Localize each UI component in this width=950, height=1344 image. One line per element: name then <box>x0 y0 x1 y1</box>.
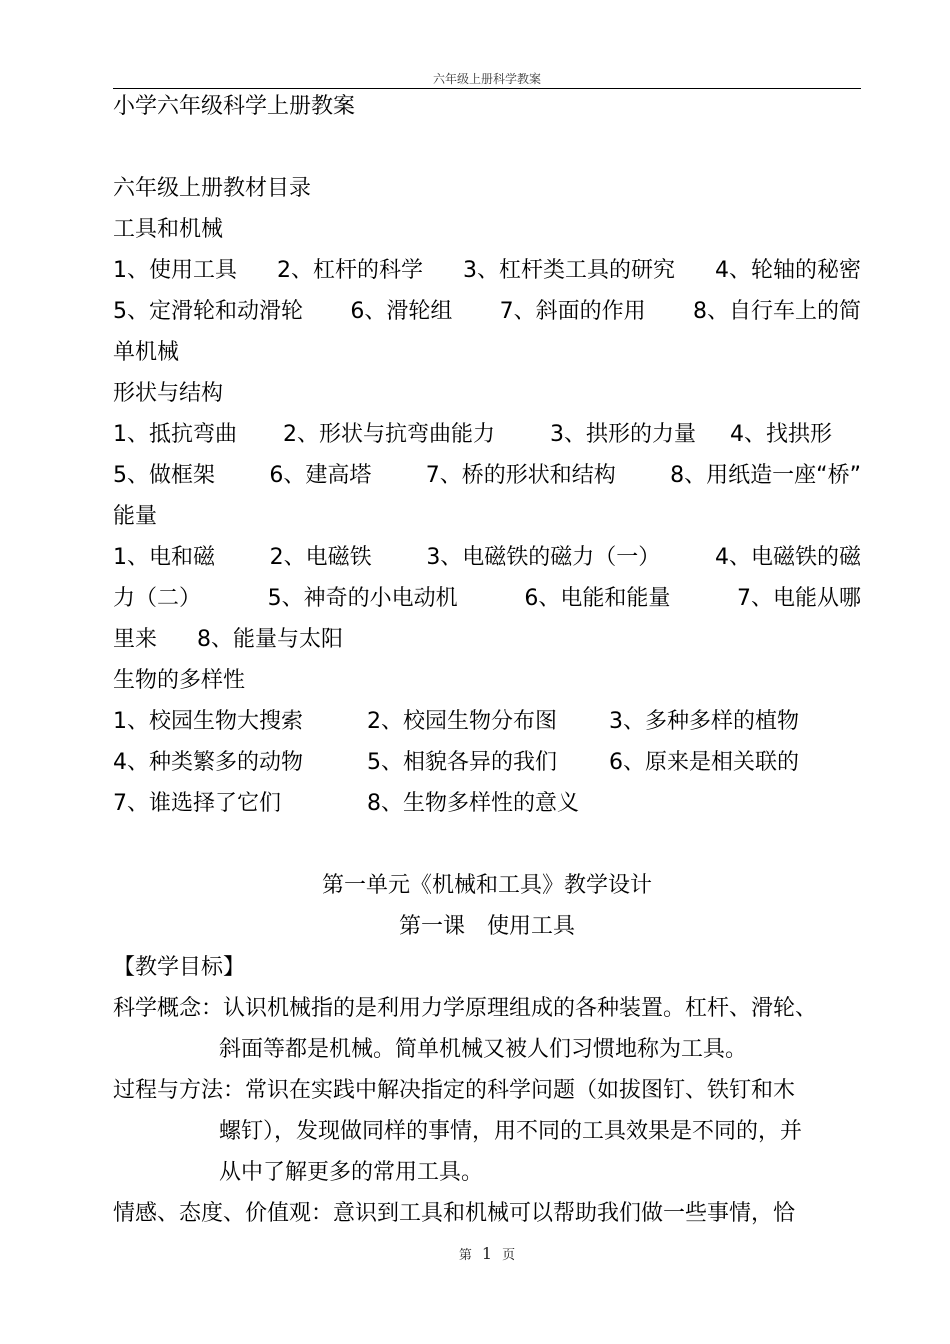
toc-item: 8、自行车上的简 <box>692 299 861 324</box>
toc-item: 4、电磁铁的磁 <box>714 545 861 570</box>
toc-row <box>113 332 861 373</box>
toc-row <box>113 537 861 578</box>
toc-item: 7、桥的形状和结构 <box>425 463 616 488</box>
toc-item: 5、神奇的小电动机 <box>267 586 458 611</box>
running-header: 六年级上册科学教案 <box>432 72 541 86</box>
toc-item: 3、电磁铁的磁力（一） <box>426 545 661 570</box>
document-title: 小学六年级科学上册教案 <box>113 94 356 119</box>
toc-row <box>113 578 861 619</box>
toc-item: 8、能量与太阳 <box>197 627 343 652</box>
toc-item: 4、轮轴的秘密 <box>715 258 861 283</box>
footer-suffix: 页 <box>502 1248 516 1263</box>
toc-item: 6、电能和能量 <box>524 586 671 611</box>
toc-item: 2、校园生物分布图 <box>367 709 557 734</box>
toc-item: 1、抵抗弯曲 <box>113 422 237 447</box>
toc-item: 3、杠杆类工具的研究 <box>463 258 675 283</box>
unit-heading: 生物的多样性 <box>113 668 246 693</box>
toc-item: 1、校园生物大搜索 <box>113 709 303 734</box>
toc-item: 1、电和磁 <box>113 545 215 570</box>
toc-item: 7、斜面的作用 <box>499 299 646 324</box>
toc-item: 6、建高塔 <box>269 463 372 488</box>
document-body <box>113 86 861 1234</box>
toc-item: 5、做框架 <box>113 463 215 488</box>
toc-item: 力（二） <box>113 586 202 611</box>
toc-row <box>113 783 861 824</box>
toc-item: 4、找拱形 <box>730 422 832 447</box>
toc-item: 8、用纸造一座“桥” <box>670 463 861 488</box>
toc-item: 6、原来是相关联的 <box>609 750 799 775</box>
objective-process <box>113 1070 861 1111</box>
footer-prefix: 第 <box>458 1248 472 1263</box>
toc-row <box>113 742 861 783</box>
objective-text: 螺钉），发现做同样的事情，用不同的工具效果是不同的，并 <box>219 1119 803 1144</box>
toc-item: 3、多种多样的植物 <box>609 709 799 734</box>
toc-item: 7、电能从哪 <box>736 586 861 611</box>
toc-item: 2、形状与抗弯曲能力 <box>283 422 495 447</box>
objective-text: 从中了解更多的常用工具。 <box>219 1160 484 1185</box>
toc-row <box>113 701 861 742</box>
objective-label: 情感、态度、价值观： <box>113 1201 334 1226</box>
unit-heading: 工具和机械 <box>113 217 224 242</box>
objective-text: 认识机械指的是利用力学原理组成的各种装置。杠杆、滑轮、 <box>223 996 818 1021</box>
objective-text: 意识到工具和机械可以帮助我们做一些事情，恰 <box>333 1201 796 1226</box>
page-footer <box>113 1244 861 1263</box>
toc-row <box>113 291 861 332</box>
toc-item: 1、使用工具 <box>113 258 237 283</box>
toc-item: 4、种类繁多的动物 <box>113 750 303 775</box>
toc-item: 2、杠杆的科学 <box>277 258 423 283</box>
toc-title: 六年级上册教材目录 <box>113 176 312 201</box>
objective-concept <box>113 988 861 1029</box>
lesson-title: 第一课 使用工具 <box>398 914 575 939</box>
objective-label: 科学概念： <box>113 996 224 1021</box>
toc-item: 6、滑轮组 <box>350 299 453 324</box>
toc-row <box>113 455 861 496</box>
objective-text: 常识在实践中解决指定的科学问题（如拔图钉、铁钉和木 <box>245 1078 796 1103</box>
objective-label: 过程与方法： <box>113 1078 246 1103</box>
unit-heading: 形状与结构 <box>113 381 224 406</box>
page-number: 1 <box>481 1244 493 1263</box>
toc-row <box>113 414 861 455</box>
toc-item: 2、电磁铁 <box>269 545 372 570</box>
objective-attitude <box>113 1193 861 1234</box>
toc-row <box>113 619 861 660</box>
toc-item: 8、生物多样性的意义 <box>367 791 579 816</box>
unit-heading: 能量 <box>113 504 158 529</box>
unit-design-title: 第一单元《机械和工具》教学设计 <box>321 873 652 898</box>
objective-text: 斜面等都是机械。简单机械又被人们习惯地称为工具。 <box>219 1037 748 1062</box>
objectives-heading: 【教学目标】 <box>113 955 246 980</box>
toc-item: 单机械 <box>113 340 180 365</box>
toc-item: 7、谁选择了它们 <box>113 791 281 816</box>
toc-item: 5、相貌各异的我们 <box>367 750 557 775</box>
toc-row <box>113 250 861 291</box>
toc-item: 5、定滑轮和动滑轮 <box>113 299 303 324</box>
toc-item: 里来 <box>113 627 158 652</box>
toc-item: 3、拱形的力量 <box>550 422 696 447</box>
